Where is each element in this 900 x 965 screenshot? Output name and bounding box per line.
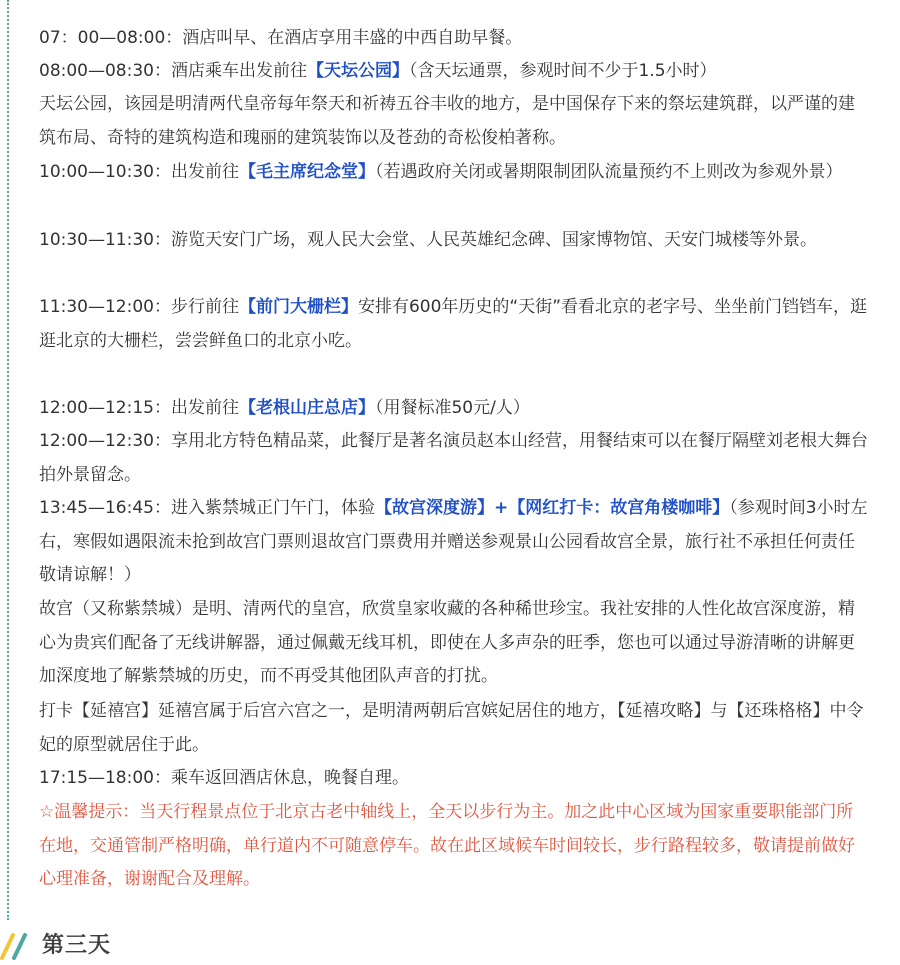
warm-tip-text: ☆温馨提示：当天行程景点位于北京古老中轴线上，全天以步行为主。加之此中心区域为国家重要职能部门所在地，交通管制严格明确，单行道内不可随意停车。故在此区域候车时间较长，步行路程较多，敬请提前做好心理准备，谢谢配合及理解。	[39, 802, 855, 889]
schedule-text: 10:00—10:30：出发前往	[39, 162, 239, 182]
description-text: 打卡【延禧宫】延禧宫属于后宫六宫之一，是明清两朝后宫嫔妃居住的地方，【延禧攻略】与【还珠格格】中令妃的原型就居住于此。	[39, 701, 864, 755]
schedule-text: （若遇政府关闭或暑期限制团队流量预约不上则改为参观外景）	[374, 162, 843, 182]
schedule-item-restaurant	[39, 392, 869, 426]
highlight-restaurant: 【老根山庄总店】	[238, 398, 375, 418]
schedule-item-mausoleum	[39, 156, 869, 190]
highlight-corner-tower-cafe: 【网红打卡：故宫角楼咖啡】	[508, 498, 730, 518]
schedule-item-qianmen	[39, 291, 869, 358]
schedule-text: 13:45—16:45：进入紫禁城正门午门，体验	[39, 498, 375, 518]
schedule-text: 12:00—12:15：出发前往	[39, 398, 239, 418]
timeline-dotted-line	[7, 0, 9, 920]
description-temple-of-heaven	[39, 88, 869, 155]
schedule-text: 12:00—12:30：享用北方特色精品菜，此餐厅是著名演员赵本山经营，用餐结束可以在餐厅隔壁刘老根大舞台拍外景留念。	[39, 431, 868, 485]
highlight-palace-tour: 【故宫深度游】	[374, 498, 494, 518]
schedule-text: （用餐标准50元/人）	[374, 398, 530, 418]
schedule-text: 安排有600年历史的“天街”看看北京的老字号、坐坐前门铛铛车，逛逛北京的大栅栏，尝尝鲜鱼口的北京小吃。	[39, 297, 868, 351]
schedule-text: 11:30—12:00：步行前往	[39, 297, 239, 317]
schedule-text: 08:00—08:30：酒店乘车出发前往	[39, 61, 307, 81]
highlight-plus: +	[493, 498, 509, 518]
highlight-temple-of-heaven: 【天坛公园】	[306, 61, 409, 81]
highlight-mausoleum: 【毛主席纪念堂】	[238, 162, 375, 182]
schedule-text: 17:15—18:00：乘车返回酒店休息，晚餐自理。	[39, 768, 409, 788]
description-yanxi-palace	[39, 695, 869, 762]
highlight-qianmen: 【前门大栅栏】	[238, 297, 358, 317]
schedule-text: （参观时间3小时左右，寒假如遇限流未抢到故宫门票则退故宫门票费用并赠送参观景山公园看故宫全景，旅行社不承担任何责任敬请谅解！）	[39, 498, 868, 585]
description-text: 天坛公园，该园是明清两代皇帝每年祭天和祈祷五谷丰收的地方，是中国保存下来的祭坛建筑群，以严谨的建筑布局、奇特的建筑构造和瑰丽的建筑装饰以及苍劲的奇松俊柏著称。	[39, 94, 855, 148]
schedule-item-temple-of-heaven	[39, 55, 869, 89]
schedule-item-lunch	[39, 425, 869, 492]
schedule-item-forbidden-city	[39, 492, 869, 593]
day-header	[0, 925, 900, 965]
schedule-item-breakfast	[39, 22, 869, 56]
double-slash-icon	[0, 930, 36, 960]
schedule-text: （含天坛通票，参观时间不少于1.5小时）	[408, 61, 717, 81]
description-text: 故宫（又称紫禁城）是明、清两代的皇宫，欣赏皇家收藏的各种稀世珍宝。我社安排的人性化故宫深度游，精心为贵宾们配备了无线讲解器，通过佩戴无线耳机，即使在人多声杂的旺季，您也可以通过导游清晰的讲解更加深度地了解紫禁城的历史，而不再受其他团队声音的打扰。	[39, 599, 855, 686]
schedule-text: 10:30—11:30：游览天安门广场，观人民大会堂、人民英雄纪念碑、国家博物馆、天安门城楼等外景。	[39, 230, 817, 250]
schedule-item-return	[39, 762, 869, 796]
description-forbidden-city	[39, 593, 869, 694]
warm-tip	[39, 796, 869, 897]
schedule-item-tiananmen	[39, 224, 869, 258]
schedule-text: 07：00—08:00：酒店叫早、在酒店享用丰盛的中西自助早餐。	[39, 28, 523, 48]
day-title: 第三天	[42, 933, 112, 958]
